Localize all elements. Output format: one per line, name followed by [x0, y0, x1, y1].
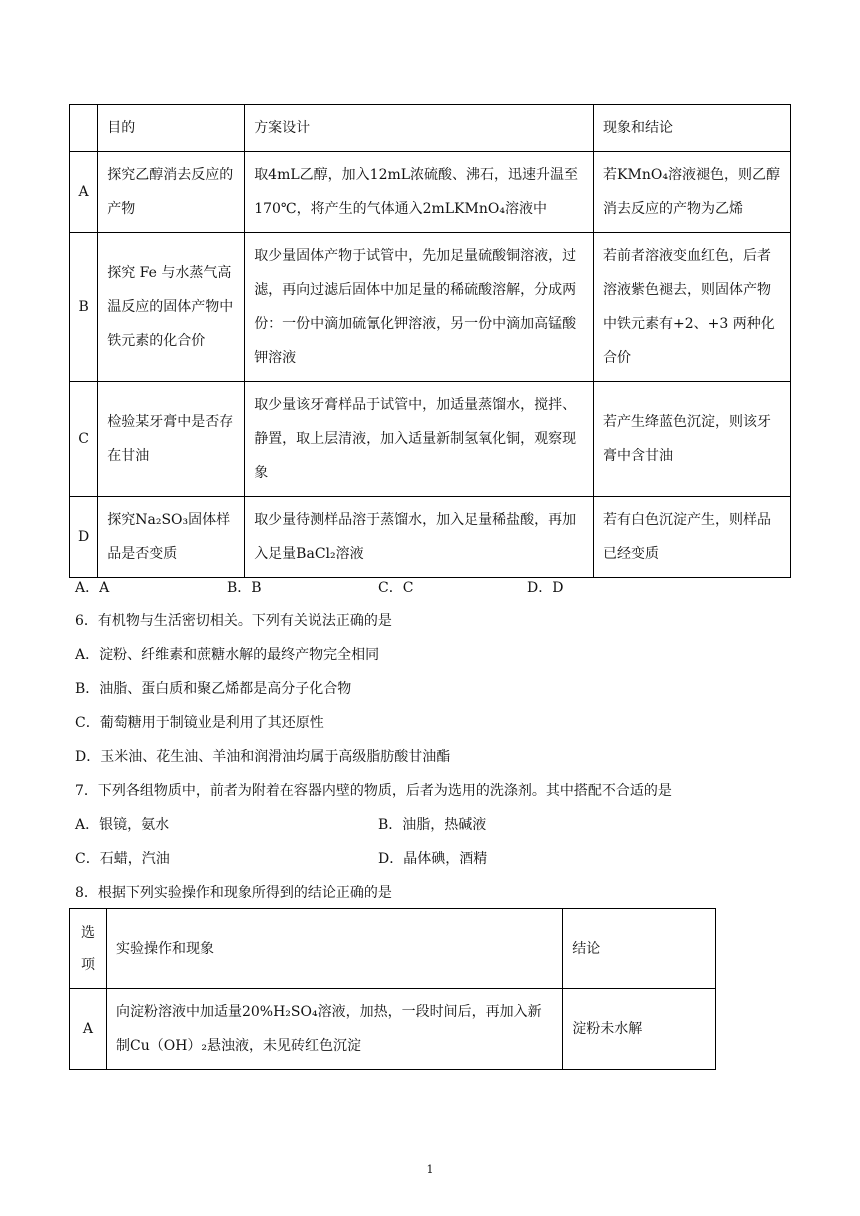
- q6-option-d[interactable]: D．玉米油、花生油、羊油和润滑油均属于高级脂肪酸甘油酯: [75, 749, 451, 765]
- experiment-table-q5: [69, 104, 791, 578]
- row-label: A: [70, 989, 107, 1070]
- purpose-cell: 检验某牙膏中是否存在甘油: [98, 382, 245, 497]
- q6-stem: 6．有机物与生活密切相关。下列有关说法正确的是: [75, 613, 392, 629]
- q7-option-c[interactable]: C．石蜡，汽油: [75, 851, 170, 867]
- table-row: [70, 233, 791, 382]
- conclusion-cell: 若前者溶液变血红色，后者溶液紫色褪去，则固体产物中铁元素有+2、+3 两种化合价: [594, 233, 791, 382]
- design-cell: 取少量待测样品溶于蒸馏水，加入足量稀盐酸，再加入足量BaCl₂溶液: [245, 497, 594, 578]
- q8-stem: 8．根据下列实验操作和现象所得到的结论正确的是: [75, 885, 392, 901]
- table-header-row: [70, 909, 716, 989]
- q5-option-d[interactable]: D．D: [527, 580, 564, 596]
- design-cell: 取少量固体产物于试管中，先加足量硫酸铜溶液，过滤，再向过滤后固体中加足量的稀硫酸溶解，分成两份：一份中滴加硫氰化钾溶液，另一份中滴加高锰酸钾溶液: [245, 233, 594, 382]
- header-cell: 选项: [70, 909, 107, 989]
- conclusion-cell: 若产生绛蓝色沉淀，则该牙膏中含甘油: [594, 382, 791, 497]
- q5-option-a[interactable]: A．A: [75, 580, 110, 596]
- purpose-cell: 探究 Fe 与水蒸气高温反应的固体产物中铁元素的化合价: [98, 233, 245, 382]
- row-label: B: [70, 233, 98, 382]
- header-cell: 结论: [563, 909, 716, 989]
- q5-option-b[interactable]: B．B: [227, 580, 262, 596]
- row-label: C: [70, 382, 98, 497]
- q7-option-a[interactable]: A．银镜，氨水: [75, 817, 170, 833]
- operation-cell: 向淀粉溶液中加适量20%H₂SO₄溶液，加热，一段时间后，再加入新制Cu（OH）₂悬浊液，未见砖红色沉淀: [106, 989, 562, 1070]
- q6-option-a[interactable]: A．淀粉、纤维素和蔗糖水解的最终产物完全相同: [75, 647, 380, 663]
- header-cell: 现象和结论: [594, 105, 791, 152]
- design-cell: 取4mL乙醇，加入12mL浓硫酸、沸石，迅速升温至170℃，将产生的气体通入2mLKMnO₄溶液中: [245, 152, 594, 233]
- conclusion-cell: 若有白色沉淀产生，则样品已经变质: [594, 497, 791, 578]
- conclusion-cell: 若KMnO₄溶液褪色，则乙醇消去反应的产物为乙烯: [594, 152, 791, 233]
- experiment-table-q8: [69, 908, 716, 1070]
- q5-option-c[interactable]: C．C: [378, 580, 414, 596]
- purpose-cell: 探究乙醇消去反应的产物: [98, 152, 245, 233]
- q7-option-b[interactable]: B．油脂，热碱液: [378, 817, 487, 833]
- q6-option-c[interactable]: C．葡萄糖用于制镜业是利用了其还原性: [75, 715, 324, 731]
- table-header-row: [70, 105, 791, 152]
- page-number: 1: [426, 1163, 434, 1176]
- header-cell: 实验操作和现象: [106, 909, 562, 989]
- table-row: [70, 989, 716, 1070]
- q7-option-d[interactable]: D．晶体碘，酒精: [378, 851, 488, 867]
- q7-stem: 7．下列各组物质中，前者为附着在容器内壁的物质，后者为选用的洗涤剂。其中搭配不合适的是: [75, 783, 672, 799]
- header-cell: 方案设计: [245, 105, 594, 152]
- q6-option-b[interactable]: B．油脂、蛋白质和聚乙烯都是高分子化合物: [75, 681, 352, 697]
- table-row: [70, 382, 791, 497]
- header-cell: 目的: [98, 105, 245, 152]
- row-label: A: [70, 152, 98, 233]
- table-row: [70, 497, 791, 578]
- row-label: D: [70, 497, 98, 578]
- purpose-cell: 探究Na₂SO₃固体样品是否变质: [98, 497, 245, 578]
- conclusion-cell: 淀粉未水解: [563, 989, 716, 1070]
- design-cell: 取少量该牙膏样品于试管中，加适量蒸馏水，搅拌、静置，取上层清液，加入适量新制氢氧化铜，观察现象: [245, 382, 594, 497]
- table-row: [70, 152, 791, 233]
- header-cell: [70, 105, 98, 152]
